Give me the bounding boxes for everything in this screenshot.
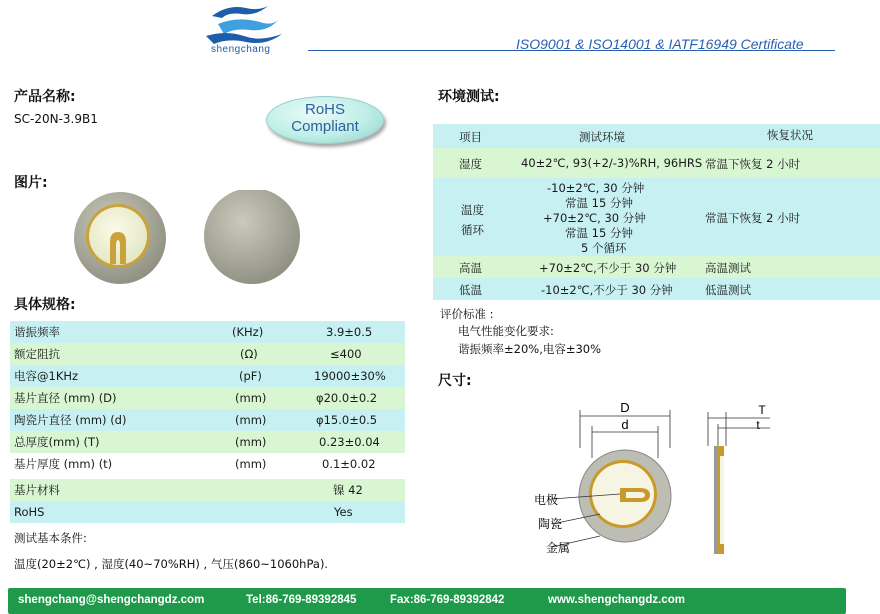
env-cond-line: 常温 15 分钟 <box>565 226 633 240</box>
label-ceramic: 陶瓷 <box>538 517 563 531</box>
env-cond-line: 常温 15 分钟 <box>565 196 633 210</box>
spec-name: 额定阻抗 <box>14 347 60 361</box>
env-row-cycle <box>433 178 880 256</box>
env-row-low-temp <box>433 278 880 300</box>
label-metal: 金属 <box>546 541 571 555</box>
spec-name: 谐振频率 <box>14 325 60 339</box>
spec-name: 电容@1KHz <box>14 369 79 383</box>
spec-name: RoHS <box>14 505 45 519</box>
label-d: d <box>621 417 629 432</box>
spec-value: 0.23±0.04 <box>319 435 380 449</box>
env-item: 湿度 <box>459 157 482 171</box>
spec-unit: (mm) <box>235 457 267 471</box>
spec-value: φ15.0±0.5 <box>316 413 378 427</box>
env-item: 高温 <box>459 261 482 275</box>
criteria-line1: 电气性能变化要求: <box>458 324 554 338</box>
product-photos <box>72 190 312 286</box>
table-row <box>10 501 405 523</box>
spec-value: 19000±30% <box>314 369 386 383</box>
rohs-badge-line2: Compliant <box>291 118 359 135</box>
env-cond: -10±2℃,不少于 30 分钟 <box>541 283 673 297</box>
env-row-high-temp <box>433 256 880 278</box>
spec-value: ≤400 <box>330 347 362 361</box>
table-row <box>10 453 405 475</box>
table-row <box>10 479 405 501</box>
env-cond-line: +70±2℃, 30 分钟 <box>543 211 646 225</box>
spec-value: φ20.0±0.2 <box>316 391 378 405</box>
contact-footer <box>8 588 846 614</box>
footer-tel: Tel:86-769-89392845 <box>246 594 357 606</box>
test-conditions-label: 测试基本条件: <box>14 531 87 545</box>
label-T: T <box>758 403 766 417</box>
env-header-recover: 恢复状况 <box>767 128 813 142</box>
table-row <box>10 321 405 343</box>
spec-name: 总厚度(mm) (T) <box>14 435 100 449</box>
label-D: D <box>620 400 630 415</box>
env-cond-line: -10±2℃, 30 分钟 <box>547 181 645 195</box>
footer-email[interactable]: shengchang@shengchangdz.com <box>18 594 205 606</box>
spec-value: 0.1±0.02 <box>322 457 376 471</box>
env-cond: 40±2℃, 93(+2/-3)%RH, 96HRS <box>521 156 703 170</box>
spec-name: 基片材料 <box>14 483 60 497</box>
spec-value: 3.9±0.5 <box>326 325 373 339</box>
spec-value: Yes <box>334 505 353 519</box>
env-item: 低温 <box>459 283 482 297</box>
env-cond-line: 5 个循环 <box>581 241 627 255</box>
spec-unit: (Ω) <box>240 347 258 361</box>
rohs-badge <box>266 96 384 144</box>
spec-unit: (pF) <box>239 369 262 383</box>
env-header-row <box>433 124 880 148</box>
env-item: 温度 <box>461 203 484 217</box>
table-row <box>10 343 405 365</box>
spec-value: 镍 42 <box>333 483 363 497</box>
env-recover: 常温下恢复 2 小时 <box>705 157 801 171</box>
table-row <box>10 431 405 453</box>
criteria-line2: 谐振频率±20%,电容±30% <box>458 342 602 356</box>
front-disc-photo <box>74 192 166 284</box>
env-recover: 高温测试 <box>705 261 751 275</box>
certificate-text: ISO9001 & ISO14001 & IATF16949 Certificate <box>516 36 804 52</box>
env-recover: 低温测试 <box>705 283 751 297</box>
spec-unit: (KHz) <box>232 325 264 339</box>
table-row <box>10 365 405 387</box>
disc-side-view <box>714 446 724 554</box>
env-cond: +70±2℃,不少于 30 分钟 <box>539 261 677 275</box>
test-conditions: 温度(20±2℃) , 湿度(40~70%RH) , 气压(860~1060hPa). <box>14 557 329 571</box>
spec-name: 陶瓷片直径 (mm) (d) <box>14 413 127 427</box>
product-name-label: 产品名称: <box>14 89 76 105</box>
table-row <box>10 387 405 409</box>
env-header-cond: 测试环境 <box>579 130 625 144</box>
footer-fax: Fax:86-769-89392842 <box>390 594 505 606</box>
spec-name: 基片厚度 (mm) (t) <box>14 457 113 471</box>
env-title: 环境测试: <box>438 89 500 105</box>
back-disc-photo <box>204 190 300 284</box>
spec-unit: (mm) <box>235 435 267 449</box>
table-row <box>10 409 405 431</box>
label-t: t <box>756 418 760 432</box>
spec-unit: (mm) <box>235 413 267 427</box>
rohs-badge-line1: RoHS <box>304 101 345 118</box>
spec-title: 具体规格: <box>14 297 76 313</box>
spec-unit: (mm) <box>235 391 267 405</box>
logo-wordmark: shengchang <box>211 44 271 55</box>
footer-website[interactable]: www.shengchangdz.com <box>548 594 685 606</box>
spec-name: 基片直径 (mm) (D) <box>14 391 117 405</box>
picture-label: 图片: <box>14 175 48 191</box>
env-row-humidity <box>433 148 880 178</box>
label-electrode: 电极 <box>534 493 559 507</box>
product-model: SC-20N-3.9B1 <box>14 112 98 126</box>
dimension-diagram <box>500 398 800 560</box>
criteria-label: 评价标准 : <box>440 307 494 321</box>
env-header-item: 项目 <box>459 130 482 144</box>
env-recover: 常温下恢复 2 小时 <box>705 211 801 225</box>
dimensions-title: 尺寸: <box>438 373 472 389</box>
env-item: 循环 <box>461 223 484 237</box>
